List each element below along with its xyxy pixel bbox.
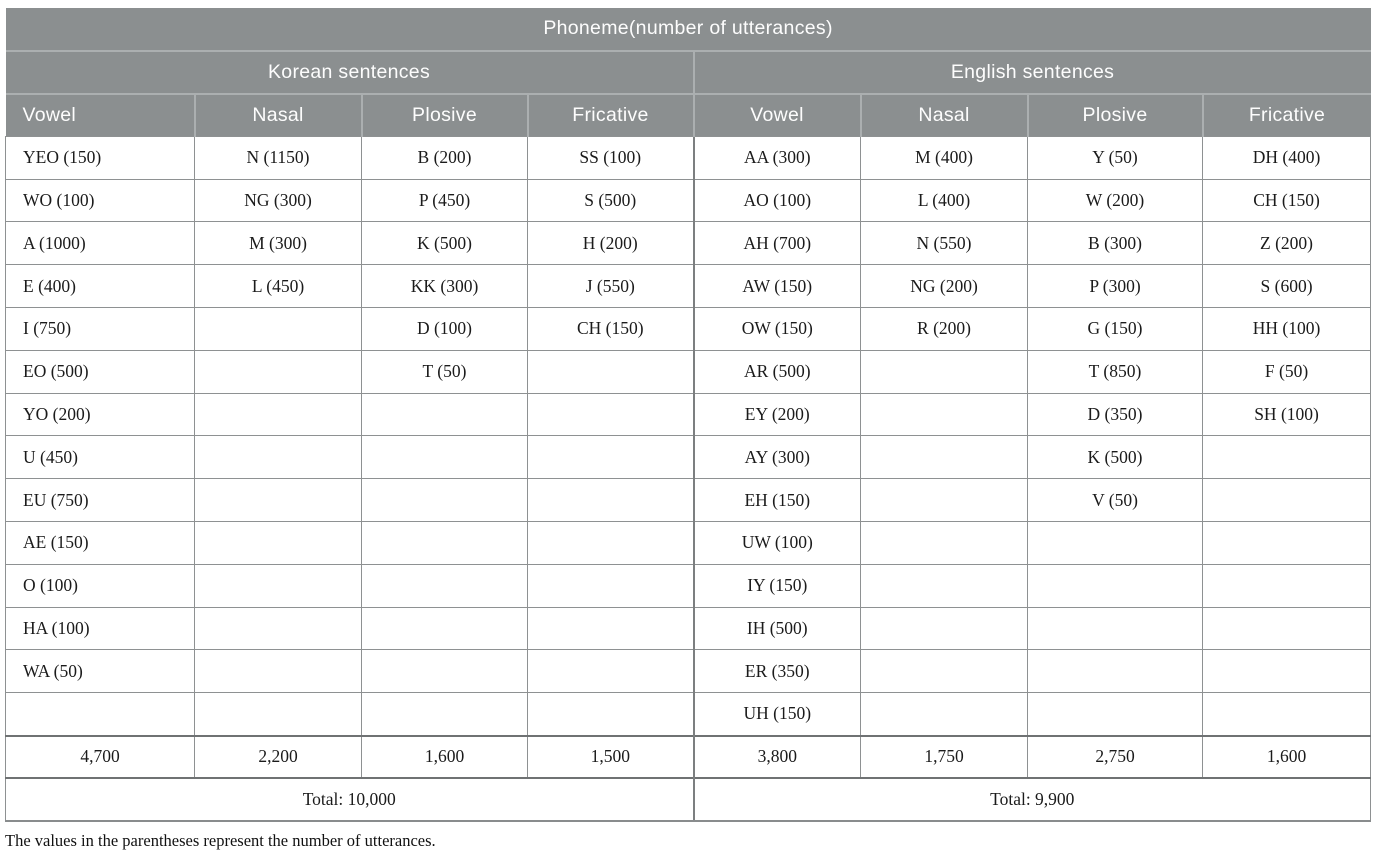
- phoneme-cell: CH (150): [528, 308, 694, 351]
- empty-cell: [1203, 436, 1371, 479]
- empty-cell: [1028, 650, 1203, 693]
- empty-cell: [528, 350, 694, 393]
- phoneme-cell: D (350): [1028, 393, 1203, 436]
- phoneme-cell: AA (300): [694, 136, 861, 179]
- phoneme-cell: D (100): [362, 308, 528, 351]
- phoneme-cell: S (600): [1203, 265, 1371, 308]
- phoneme-cell: AH (700): [694, 222, 861, 265]
- empty-cell: [1203, 693, 1371, 736]
- total-english-vowel: 3,800: [694, 736, 861, 779]
- empty-cell: [362, 522, 528, 565]
- table-row: [6, 522, 1371, 565]
- phoneme-cell: B (200): [362, 136, 528, 179]
- phoneme-cell: U (450): [6, 436, 195, 479]
- phoneme-body: [6, 136, 1371, 735]
- phoneme-cell: EO (500): [6, 350, 195, 393]
- phoneme-cell: YEO (150): [6, 136, 195, 179]
- empty-cell: [528, 693, 694, 736]
- empty-cell: [1203, 522, 1371, 565]
- phoneme-cell: S (500): [528, 179, 694, 222]
- total-english-nasal: 1,750: [861, 736, 1028, 779]
- column-header-row: [6, 94, 1371, 137]
- phoneme-cell: IY (150): [694, 564, 861, 607]
- phoneme-cell: K (500): [1028, 436, 1203, 479]
- phoneme-cell: W (200): [1028, 179, 1203, 222]
- empty-cell: [362, 436, 528, 479]
- phoneme-cell: AR (500): [694, 350, 861, 393]
- phoneme-cell: ER (350): [694, 650, 861, 693]
- empty-cell: [362, 693, 528, 736]
- phoneme-cell: EU (750): [6, 479, 195, 522]
- column-header-korean-nasal: Nasal: [195, 94, 362, 137]
- empty-cell: [362, 607, 528, 650]
- grand-total-english: Total: 9,900: [694, 778, 1371, 821]
- section-english-sentences: English sentences: [694, 51, 1371, 94]
- empty-cell: [362, 479, 528, 522]
- empty-cell: [1203, 479, 1371, 522]
- phoneme-cell: NG (300): [195, 179, 362, 222]
- table-row: [6, 393, 1371, 436]
- table-title: Phoneme(number of utterances): [6, 8, 1371, 51]
- table-row: [6, 693, 1371, 736]
- phoneme-cell: T (850): [1028, 350, 1203, 393]
- phoneme-cell: KK (300): [362, 265, 528, 308]
- empty-cell: [861, 693, 1028, 736]
- phoneme-cell: Z (200): [1203, 222, 1371, 265]
- total-korean-fricative: 1,500: [528, 736, 694, 779]
- phoneme-cell: HH (100): [1203, 308, 1371, 351]
- phoneme-cell: YO (200): [6, 393, 195, 436]
- empty-cell: [195, 693, 362, 736]
- phoneme-cell: UH (150): [694, 693, 861, 736]
- phoneme-cell: B (300): [1028, 222, 1203, 265]
- phoneme-cell: J (550): [528, 265, 694, 308]
- empty-cell: [195, 607, 362, 650]
- empty-cell: [6, 693, 195, 736]
- phoneme-cell: IH (500): [694, 607, 861, 650]
- empty-cell: [1203, 607, 1371, 650]
- column-header-english-nasal: Nasal: [861, 94, 1028, 137]
- phoneme-cell: N (1150): [195, 136, 362, 179]
- empty-cell: [195, 522, 362, 565]
- empty-cell: [362, 393, 528, 436]
- empty-cell: [528, 436, 694, 479]
- phoneme-cell: M (400): [861, 136, 1028, 179]
- phoneme-cell: OW (150): [694, 308, 861, 351]
- total-korean-nasal: 2,200: [195, 736, 362, 779]
- total-korean-plosive: 1,600: [362, 736, 528, 779]
- phoneme-cell: P (450): [362, 179, 528, 222]
- table-row: [6, 479, 1371, 522]
- empty-cell: [1203, 564, 1371, 607]
- table-row: [6, 136, 1371, 179]
- phoneme-cell: R (200): [861, 308, 1028, 351]
- phoneme-cell: HA (100): [6, 607, 195, 650]
- empty-cell: [861, 650, 1028, 693]
- table-row: [6, 436, 1371, 479]
- table-row: [6, 564, 1371, 607]
- column-header-english-fricative: Fricative: [1203, 94, 1371, 137]
- empty-cell: [528, 522, 694, 565]
- empty-cell: [528, 607, 694, 650]
- phoneme-cell: E (400): [6, 265, 195, 308]
- phoneme-cell: AE (150): [6, 522, 195, 565]
- table-row: [6, 607, 1371, 650]
- empty-cell: [528, 479, 694, 522]
- empty-cell: [1028, 522, 1203, 565]
- phoneme-cell: O (100): [6, 564, 195, 607]
- table-row: [6, 265, 1371, 308]
- phoneme-cell: CH (150): [1203, 179, 1371, 222]
- empty-cell: [861, 393, 1028, 436]
- table-header: [6, 8, 1371, 136]
- phoneme-cell: WO (100): [6, 179, 195, 222]
- column-header-korean-fricative: Fricative: [528, 94, 694, 137]
- empty-cell: [861, 436, 1028, 479]
- empty-cell: [861, 350, 1028, 393]
- table-row: [6, 350, 1371, 393]
- total-english-fricative: 1,600: [1203, 736, 1371, 779]
- grand-total-row: [6, 778, 1371, 821]
- grand-total-korean: Total: 10,000: [6, 778, 694, 821]
- phoneme-cell: WA (50): [6, 650, 195, 693]
- phoneme-cell: T (50): [362, 350, 528, 393]
- empty-cell: [195, 479, 362, 522]
- phoneme-cell: K (500): [362, 222, 528, 265]
- empty-cell: [362, 650, 528, 693]
- section-korean-sentences: Korean sentences: [6, 51, 694, 94]
- phoneme-cell: NG (200): [861, 265, 1028, 308]
- phoneme-cell: F (50): [1203, 350, 1371, 393]
- table-row: [6, 222, 1371, 265]
- phoneme-cell: SS (100): [528, 136, 694, 179]
- empty-cell: [195, 393, 362, 436]
- phoneme-cell: G (150): [1028, 308, 1203, 351]
- phoneme-table: [5, 8, 1371, 822]
- column-totals-row: [6, 736, 1371, 779]
- phoneme-cell: L (400): [861, 179, 1028, 222]
- column-header-korean-plosive: Plosive: [362, 94, 528, 137]
- empty-cell: [528, 393, 694, 436]
- phoneme-cell: Y (50): [1028, 136, 1203, 179]
- empty-cell: [195, 308, 362, 351]
- empty-cell: [362, 564, 528, 607]
- phoneme-cell: M (300): [195, 222, 362, 265]
- empty-cell: [861, 564, 1028, 607]
- phoneme-cell: P (300): [1028, 265, 1203, 308]
- column-header-korean-vowel: Vowel: [6, 94, 195, 137]
- table-row: [6, 179, 1371, 222]
- phoneme-cell: A (1000): [6, 222, 195, 265]
- totals-section: [6, 736, 1371, 822]
- total-korean-vowel: 4,700: [6, 736, 195, 779]
- column-header-english-plosive: Plosive: [1028, 94, 1203, 137]
- empty-cell: [861, 607, 1028, 650]
- phoneme-cell: AY (300): [694, 436, 861, 479]
- phoneme-cell: N (550): [861, 222, 1028, 265]
- table-row: [6, 308, 1371, 351]
- phoneme-cell: SH (100): [1203, 393, 1371, 436]
- title-row: [6, 8, 1371, 51]
- empty-cell: [861, 479, 1028, 522]
- empty-cell: [1028, 607, 1203, 650]
- phoneme-cell: H (200): [528, 222, 694, 265]
- section-row: [6, 51, 1371, 94]
- empty-cell: [195, 436, 362, 479]
- phoneme-cell: V (50): [1028, 479, 1203, 522]
- empty-cell: [861, 522, 1028, 565]
- table-row: [6, 650, 1371, 693]
- total-english-plosive: 2,750: [1028, 736, 1203, 779]
- phoneme-cell: AW (150): [694, 265, 861, 308]
- empty-cell: [195, 650, 362, 693]
- empty-cell: [1028, 564, 1203, 607]
- phoneme-cell: EH (150): [694, 479, 861, 522]
- phoneme-cell: AO (100): [694, 179, 861, 222]
- phoneme-cell: DH (400): [1203, 136, 1371, 179]
- empty-cell: [1203, 650, 1371, 693]
- phoneme-cell: UW (100): [694, 522, 861, 565]
- table-footnote: The values in the parentheses represent the number of utterances.: [5, 831, 436, 850]
- empty-cell: [528, 650, 694, 693]
- empty-cell: [195, 564, 362, 607]
- phoneme-cell: I (750): [6, 308, 195, 351]
- empty-cell: [1028, 693, 1203, 736]
- empty-cell: [195, 350, 362, 393]
- empty-cell: [528, 564, 694, 607]
- phoneme-cell: L (450): [195, 265, 362, 308]
- column-header-english-vowel: Vowel: [694, 94, 861, 137]
- phoneme-cell: EY (200): [694, 393, 861, 436]
